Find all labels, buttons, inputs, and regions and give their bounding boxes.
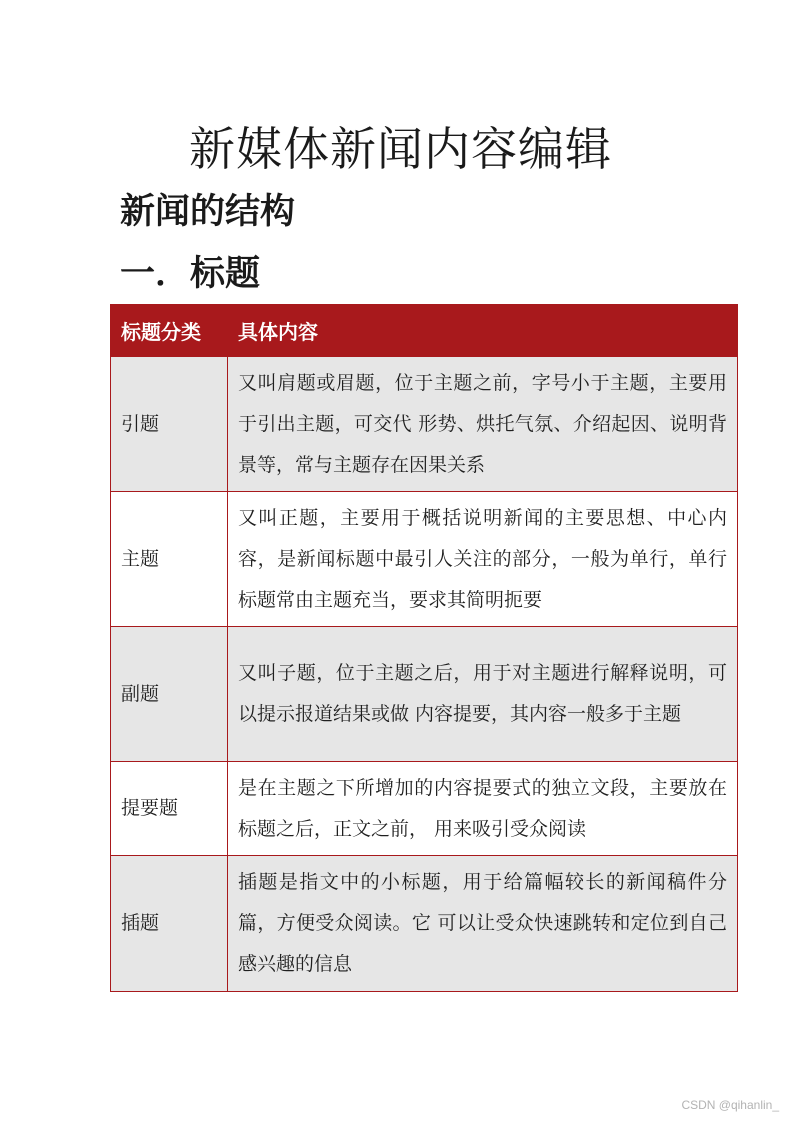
headline-types-table <box>110 304 738 992</box>
content-cell: 又叫子题，位于主题之后，用于对主题进行解释说明，可以提示报道结果或做 内容提要，其内容一般多于主题 <box>228 627 738 762</box>
content-cell: 是在主题之下所增加的内容提要式的独立文段，主要放在标题之后，正文之前， 用来吸引受众阅读 <box>228 762 738 856</box>
table-row <box>111 357 738 492</box>
content-cell: 插题是指文中的小标题，用于给篇幅较长的新闻稿件分篇，方便受众阅读。它 可以让受众快速跳转和定位到自己感兴趣的信息 <box>228 856 738 992</box>
column-header-content: 具体内容 <box>228 305 738 357</box>
document-title: 新媒体新闻内容编辑 <box>189 122 612 176</box>
content-cell: 又叫正题，主要用于概括说明新闻的主要思想、中心内容，是新闻标题中最引人关注的部分，一般为单行，单行标题常由主题充当，要求其简明扼要 <box>228 492 738 627</box>
category-cell: 副题 <box>111 627 228 762</box>
category-cell: 引题 <box>111 357 228 492</box>
column-header-category: 标题分类 <box>111 305 228 357</box>
category-cell: 插题 <box>111 856 228 992</box>
category-cell: 主题 <box>111 492 228 627</box>
table-row <box>111 762 738 856</box>
table-row <box>111 627 738 762</box>
content-cell: 又叫肩题或眉题，位于主题之前，字号小于主题，主要用于引出主题，可交代 形势、烘托气氛、介绍起因、说明背景等，常与主题存在因果关系 <box>228 357 738 492</box>
table-row <box>111 492 738 627</box>
headline-types-table-wrapper <box>110 304 737 992</box>
table-row <box>111 856 738 992</box>
table-header-row <box>111 305 738 357</box>
csdn-watermark: CSDN @qihanlin_ <box>681 1098 779 1112</box>
section-heading: 新闻的结构 <box>120 191 296 232</box>
category-cell: 提要题 <box>111 762 228 856</box>
sub-heading: 一．标题 <box>120 253 261 294</box>
